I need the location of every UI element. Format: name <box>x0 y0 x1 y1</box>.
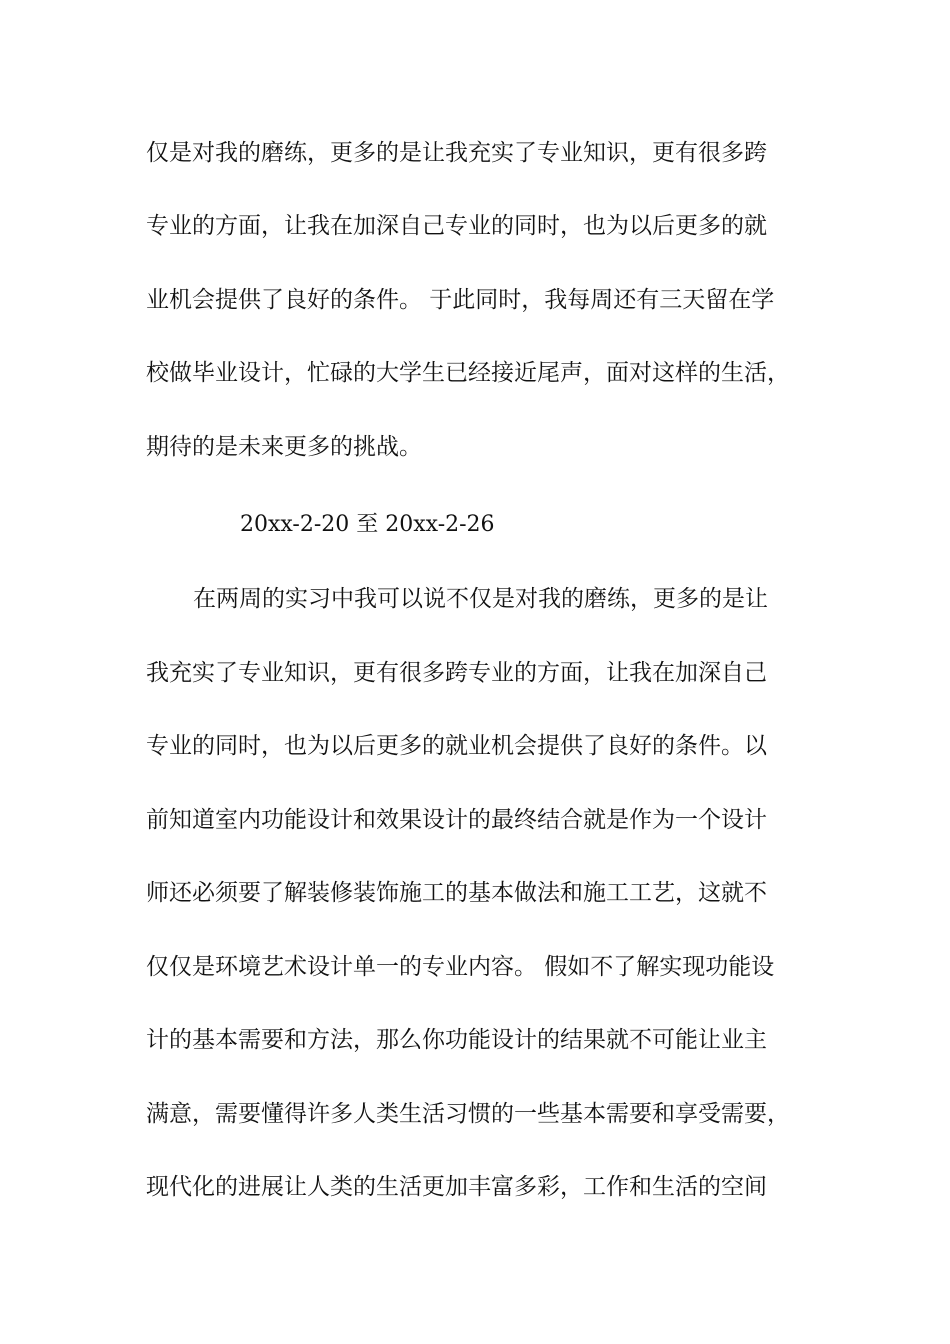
paragraph-2-line-6: 仅仅是环境艺术设计单一的专业内容。 假如不了解实现功能设 <box>146 954 775 980</box>
paragraph-2-line-5: 师还必须要了解装修装饰施工的基本做法和施工工艺，这就不 <box>146 880 767 906</box>
paragraph-1-line-1: 仅是对我的磨练，更多的是让我充实了专业知识，更有很多跨 <box>146 140 767 166</box>
paragraph-2-line-9: 现代化的进展让人类的生活更加丰富多彩，工作和生活的空间 <box>146 1174 767 1200</box>
paragraph-1-line-3: 业机会提供了良好的条件。 于此同时，我每周还有三天留在学 <box>146 287 775 313</box>
paragraph-1-line-2: 专业的方面，让我在加深自己专业的同时，也为以后更多的就 <box>146 213 767 239</box>
paragraph-2-line-1: 在两周的实习中我可以说不仅是对我的磨练，更多的是让 <box>193 586 768 612</box>
paragraph-2-line-3: 专业的同时，也为以后更多的就业机会提供了良好的条件。以 <box>146 733 767 759</box>
paragraph-2-line-7: 计的基本需要和方法，那么你功能设计的结果就不可能让业主 <box>146 1027 767 1053</box>
paragraph-2-line-2: 我充实了专业知识，更有很多跨专业的方面，让我在加深自己 <box>146 660 767 686</box>
paragraph-2-line-8: 满意，需要懂得许多人类生活习惯的一些基本需要和享受需要， <box>146 1101 790 1127</box>
paragraph-1-line-4: 校做毕业设计，忙碌的大学生已经接近尾声，面对这样的生活， <box>146 360 790 386</box>
date-range-heading: 20xx-2-20 至 20xx-2-26 <box>240 512 495 537</box>
paragraph-1-line-5: 期待的是未来更多的挑战。 <box>146 434 422 460</box>
paragraph-2-line-4: 前知道室内功能设计和效果设计的最终结合就是作为一个设计 <box>146 807 767 833</box>
